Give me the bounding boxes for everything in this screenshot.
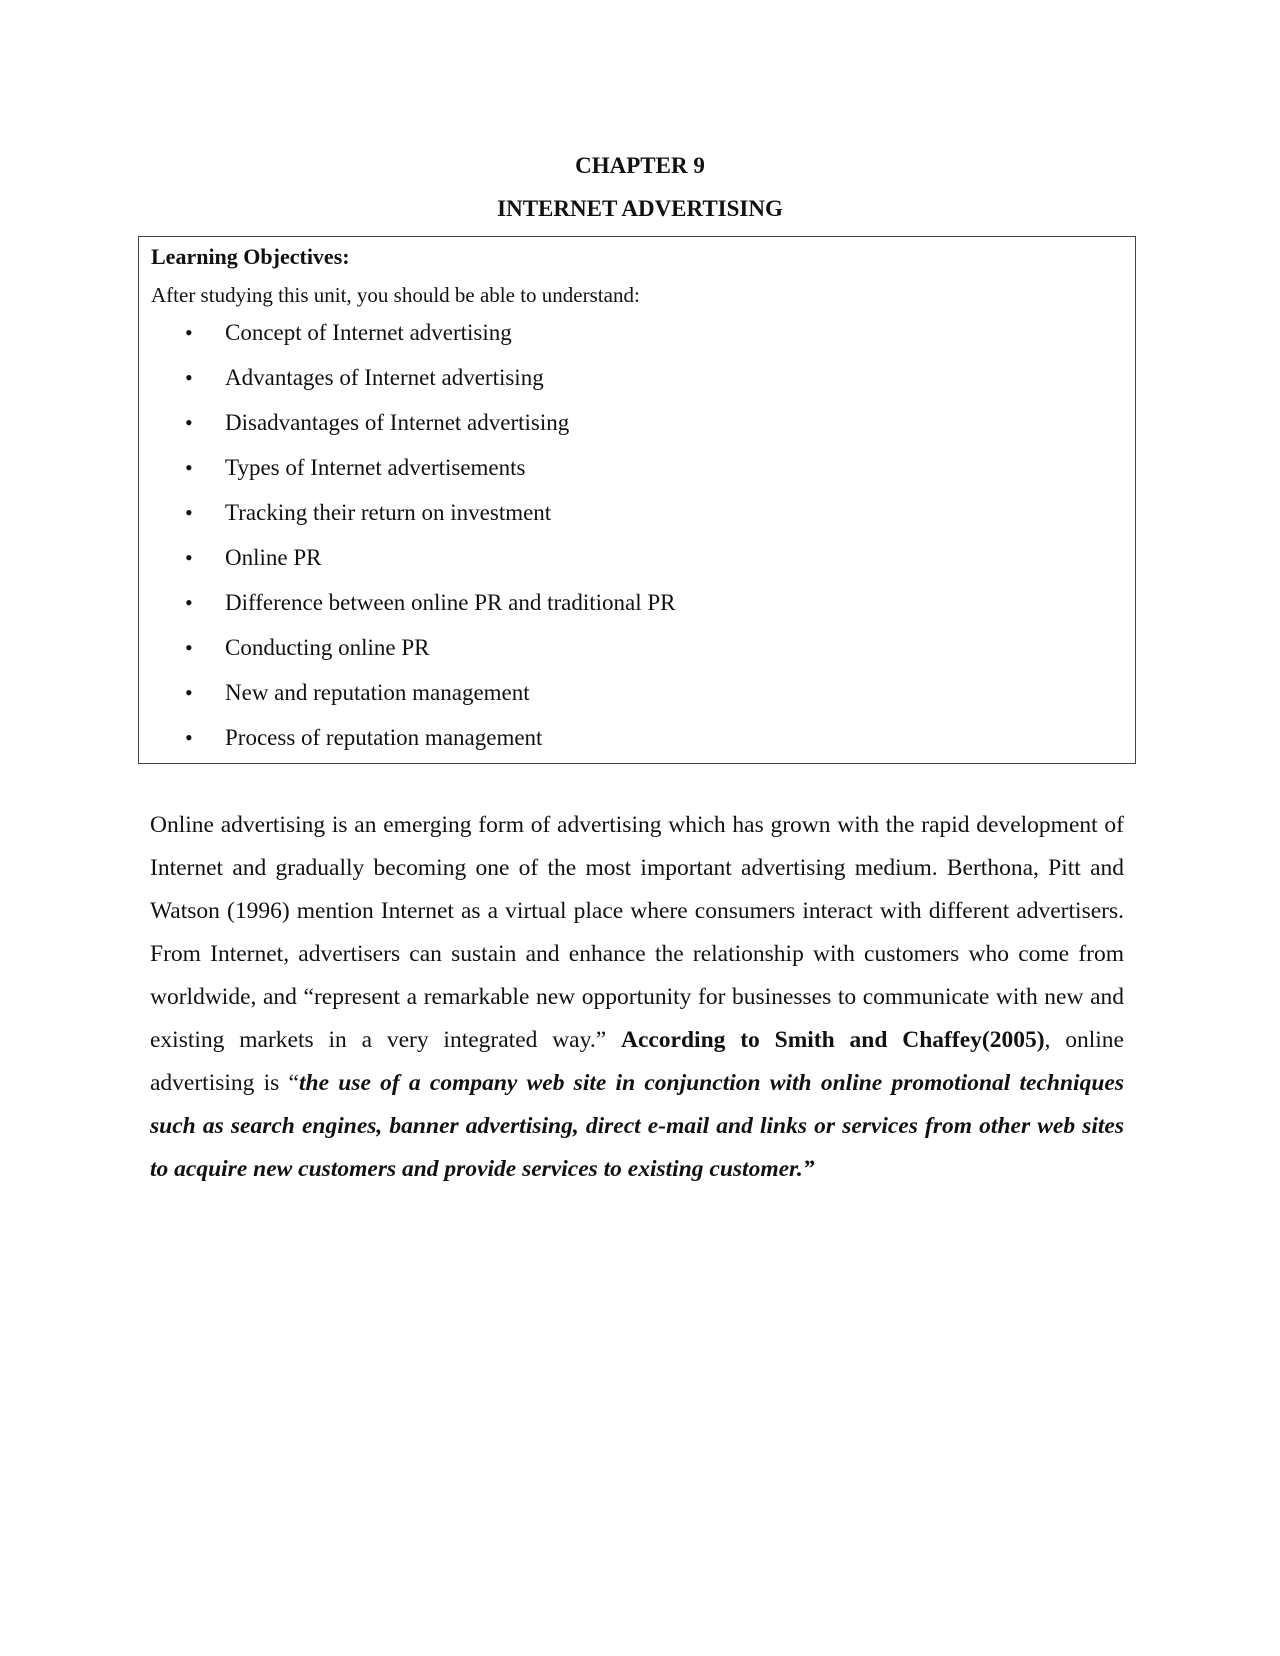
objective-item-label: New and reputation management — [225, 680, 530, 705]
objective-item-label: Process of reputation management — [225, 725, 543, 750]
body-text: Online advertising is an emerging form of advertising which has grown with the rapid development of Internet and gradually becoming one of the most important advertising medium. Berthona, Pitt and Watson (1996) mention Internet as a virtual place where consumers interact with different advertisers. From Internet, advertisers can sustain and enhance the relationship with customers who come from worldwide, and “represent a remarkable new opportunity for businesses to communicate with new and existing markets in a very integrated way.” — [150, 812, 1124, 1053]
bullet-icon: • — [185, 725, 193, 750]
objective-item — [139, 585, 676, 630]
learning-objectives-list — [139, 315, 676, 765]
objective-item-label: Types of Internet advertisements — [225, 455, 526, 480]
body-paragraph — [150, 804, 1124, 1191]
citation: According to Smith and Chaffey(2005) — [620, 1027, 1045, 1053]
objective-item-label: Conducting online PR — [225, 635, 430, 660]
bullet-icon: • — [185, 590, 193, 615]
definition-quote: the use of a company web site in conjunction with online promotional techniques such as search engines, banner advertising, direct e-mail and links or services from other web sites to acquire new customers and provide services to existing customer.” — [150, 1070, 1124, 1182]
chapter-title: INTERNET ADVERTISING — [497, 196, 783, 221]
bullet-icon: • — [185, 410, 193, 435]
objective-item — [139, 405, 676, 450]
objective-item — [139, 360, 676, 405]
learning-objectives-heading: Learning Objectives: — [151, 244, 350, 269]
body-connector-text: , online advertising is “ — [150, 1027, 1124, 1096]
objective-item — [139, 495, 676, 540]
objective-item-label: Disadvantages of Internet advertising — [225, 410, 570, 435]
bullet-icon: • — [185, 545, 193, 570]
objective-item — [139, 315, 676, 360]
objective-item — [139, 630, 676, 675]
learning-objectives-intro: After studying this unit, you should be able to understand: — [151, 283, 640, 307]
objective-item — [139, 675, 676, 720]
learning-objectives-box — [138, 236, 1136, 764]
objective-item-label: Tracking their return on investment — [225, 500, 552, 525]
bullet-icon: • — [185, 365, 193, 390]
chapter-number: CHAPTER 9 — [575, 153, 705, 178]
objective-item — [139, 540, 676, 585]
objective-item-label: Advantages of Internet advertising — [225, 365, 544, 390]
bullet-icon: • — [185, 680, 193, 705]
objective-item-label: Difference between online PR and traditional PR — [225, 590, 676, 615]
objective-item — [139, 450, 676, 495]
bullet-icon: • — [185, 455, 193, 480]
objective-item — [139, 720, 676, 765]
bullet-icon: • — [185, 500, 193, 525]
objective-item-label: Concept of Internet advertising — [225, 320, 512, 345]
bullet-icon: • — [185, 635, 193, 660]
bullet-icon: • — [185, 320, 193, 345]
objective-item-label: Online PR — [225, 545, 322, 570]
